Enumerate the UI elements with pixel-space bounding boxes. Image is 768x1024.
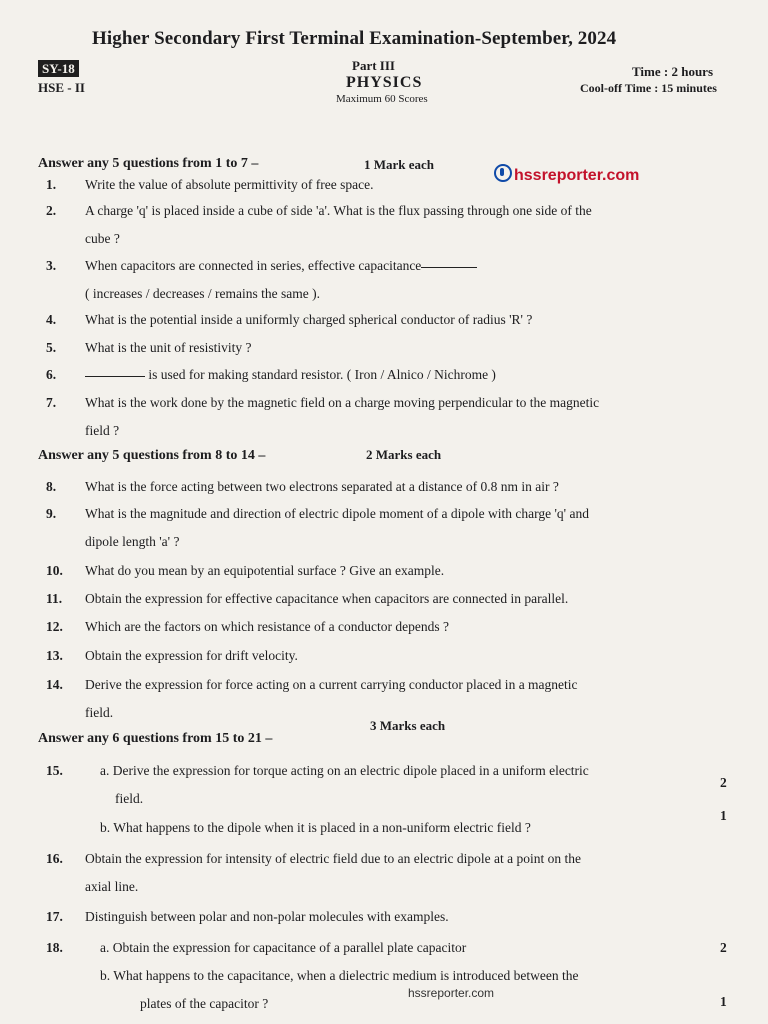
- question-text-cont: ( increases / decreases / remains the same ).: [85, 286, 321, 301]
- section-heading: Answer any 5 questions from 8 to 14 –: [38, 448, 266, 463]
- question-number: 8.: [46, 479, 57, 494]
- question-number: 6.: [46, 367, 57, 382]
- question-text: What do you mean by an equipotential surface ? Give an example.: [85, 563, 445, 578]
- question-number: 11.: [46, 591, 63, 606]
- question-text-cont: cube ?: [85, 231, 120, 246]
- section-heading: Answer any 6 questions from 15 to 21 –: [38, 731, 273, 746]
- question-number: 9.: [46, 506, 57, 521]
- question-number: 4.: [46, 312, 57, 327]
- question-part-a: a. Obtain the expression for capacitance of a parallel plate capacitor: [100, 940, 467, 955]
- question-text: What is the potential inside a uniformly charged spherical conductor of radius 'R' ?: [85, 312, 533, 327]
- question-text-cont: dipole length 'a' ?: [85, 534, 180, 549]
- max-score: Maximum 60 Scores: [336, 93, 428, 105]
- question-part-b: b. What happens to the capacitance, when a dielectric medium is introduced between the: [100, 968, 579, 983]
- question-text-cont: field ?: [85, 423, 120, 438]
- exam-title: Higher Secondary First Terminal Examination-September, 2024: [92, 28, 617, 49]
- question-number: 5.: [46, 340, 57, 355]
- cool-off-time: Cool-off Time : 15 minutes: [580, 81, 717, 95]
- part-label: Part III: [352, 58, 395, 73]
- question-number: 17.: [46, 909, 63, 924]
- question-number: 10.: [46, 563, 63, 578]
- question-number: 3.: [46, 258, 57, 273]
- question-part-a-cont: field.: [115, 791, 144, 806]
- question-text: is used for making standard resistor. ( Iron / Alnico / Nichrome ): [148, 367, 496, 382]
- question-text: Write the value of absolute permittivity of free space.: [85, 177, 374, 192]
- question-text: When capacitors are connected in series, effective capacitance: [85, 258, 422, 273]
- question-number: 15.: [46, 763, 63, 778]
- question-text: What is the magnitude and direction of electric dipole moment of a dipole with charge 'q' and: [85, 506, 589, 521]
- question-number: 12.: [46, 619, 63, 634]
- question-number: 16.: [46, 851, 63, 866]
- question-number: 14.: [46, 677, 63, 692]
- question-part-b: b. What happens to the dipole when it is placed in a non-uniform electric field ?: [100, 820, 531, 835]
- brand-text: hssreporter.com: [514, 167, 640, 184]
- question-text-cont: axial line.: [85, 879, 139, 894]
- answer-blank: [421, 267, 477, 268]
- footer-source: hssreporter.com: [408, 986, 495, 1000]
- question-text: What is the force acting between two electrons separated at a distance of 0.8 nm in air ?: [85, 479, 559, 494]
- question-text: What is the unit of resistivity ?: [85, 340, 252, 355]
- section-marks: 1 Mark each: [364, 157, 435, 172]
- question-number: 2.: [46, 203, 57, 218]
- section-marks: 2 Marks each: [366, 447, 442, 462]
- question-number: 13.: [46, 648, 63, 663]
- question-text: Which are the factors on which resistance of a conductor depends ?: [85, 619, 449, 634]
- question-part-a: a. Derive the expression for torque acting on an electric dipole placed in a uniform electric: [100, 763, 589, 778]
- paper-code-badge: SY-18: [38, 60, 79, 77]
- question-number: 18.: [46, 940, 63, 955]
- subject-title: PHYSICS: [346, 74, 423, 91]
- question-text-cont: field.: [85, 705, 114, 720]
- question-text: Obtain the expression for intensity of electric field due to an electric dipole at a point on the: [85, 851, 581, 866]
- part-score: 2: [720, 940, 727, 955]
- part-score: 1: [720, 994, 727, 1009]
- part-score: 1: [720, 808, 727, 823]
- section-heading: Answer any 5 questions from 1 to 7 –: [38, 156, 259, 171]
- question-part-b-cont: plates of the capacitor ?: [140, 996, 269, 1011]
- time-label: Time : 2 hours: [632, 64, 714, 79]
- part-score: 2: [720, 775, 727, 790]
- question-text: Distinguish between polar and non-polar molecules with examples.: [85, 909, 449, 924]
- question-text: Derive the expression for force acting on a current carrying conductor placed in a magnetic: [85, 677, 578, 692]
- question-text: What is the work done by the magnetic field on a charge moving perpendicular to the magnetic: [85, 395, 600, 410]
- section-marks: 3 Marks each: [370, 718, 446, 733]
- question-number: 7.: [46, 395, 57, 410]
- hse-label: HSE - II: [38, 80, 85, 95]
- answer-blank: [85, 376, 145, 377]
- question-text: Obtain the expression for effective capacitance when capacitors are connected in parallel.: [85, 591, 569, 606]
- question-number: 1.: [46, 177, 57, 192]
- question-text: A charge 'q' is placed inside a cube of side 'a'. What is the flux passing through one side of the: [85, 203, 592, 218]
- question-text: Obtain the expression for drift velocity.: [85, 648, 298, 663]
